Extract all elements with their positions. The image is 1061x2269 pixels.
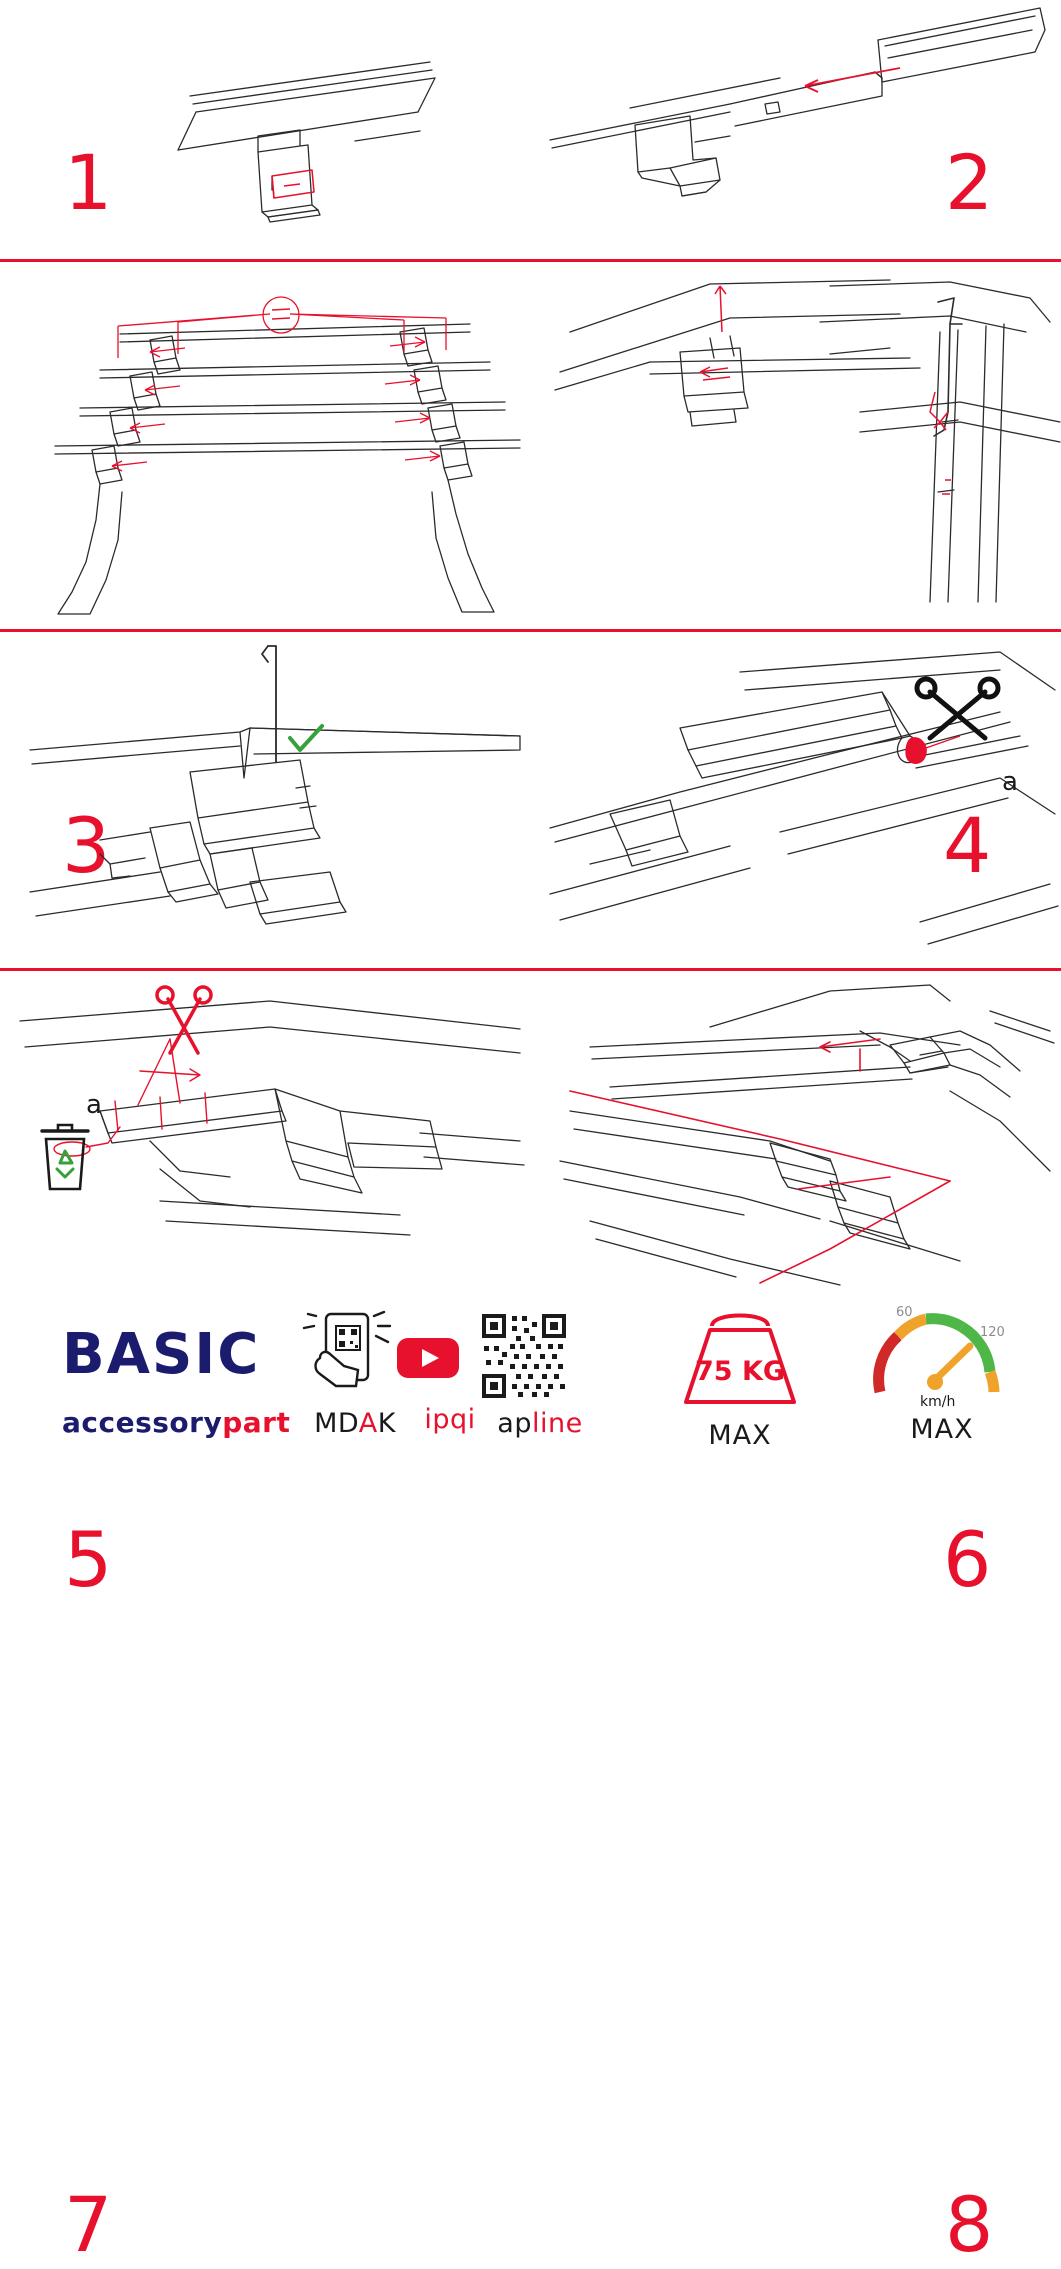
step-8-illustration [530, 971, 1061, 1290]
step-7-illustration [0, 971, 530, 1290]
max-load-block [660, 1304, 820, 1451]
divider-row-1 [0, 259, 1061, 262]
max-load-value: 75 KG [694, 1356, 786, 1387]
logo-apline-caption [480, 1408, 600, 1439]
youtube-icon[interactable] [395, 1334, 461, 1382]
brand-subtitle-dark: accessory [62, 1406, 223, 1439]
max-load-caption: MAX [708, 1420, 772, 1451]
step-4-illustration [530, 262, 1061, 629]
speed-unit: km/h [920, 1394, 956, 1410]
speedometer-icon [862, 1300, 1012, 1412]
logo-mdak-caption [300, 1408, 410, 1439]
step-number-8: 8 [945, 2180, 993, 2269]
step-5-illustration [0, 632, 530, 968]
recycle-bin-icon [42, 1125, 88, 1189]
step-panel-3 [0, 262, 530, 890]
step-panel-1 [0, 0, 530, 259]
step-3-illustration [0, 262, 530, 629]
label-a-step6: a [1002, 767, 1018, 797]
scissors-icon-red [157, 987, 211, 1053]
speed-tick-high: 120 [980, 1325, 1005, 1340]
label-a-step7: a [86, 1090, 102, 1120]
step-panel-2 [530, 0, 1061, 259]
step-number-1: 1 [64, 138, 112, 227]
step-number-2: 2 [945, 138, 993, 227]
mdak-accent: A [358, 1408, 378, 1439]
apline-red: line [531, 1408, 583, 1439]
step-number-6: 6 [943, 1515, 991, 1604]
speed-tick-low: 60 [896, 1305, 913, 1320]
mdak-suffix: K [377, 1408, 396, 1439]
qr-scan-hand-icon [300, 1310, 396, 1400]
step-number-7: 7 [64, 2180, 112, 2269]
step-number-5: 5 [64, 1515, 112, 1604]
mdak-prefix: MD [314, 1408, 359, 1439]
logo-apline [480, 1312, 600, 1439]
max-speed-caption: MAX [910, 1414, 974, 1445]
brand-title: BASIC [62, 1322, 261, 1387]
logo-ipqi-caption: ipqi [424, 1404, 476, 1435]
footer-bar [0, 1290, 1061, 1500]
step-6-illustration [530, 632, 1061, 968]
step-number-4: 4 [943, 801, 991, 890]
step-panel-4 [530, 262, 1061, 890]
logo-mdak [300, 1310, 410, 1439]
qr-code-icon [480, 1312, 568, 1400]
divider-row-2 [0, 629, 1061, 632]
brand-subtitle [62, 1406, 290, 1439]
apline-dark: ap [497, 1408, 532, 1439]
step-number-3: 3 [62, 801, 110, 890]
divider-row-3 [0, 968, 1061, 971]
brand-subtitle-red: part [222, 1406, 291, 1439]
max-speed-block [862, 1300, 1022, 1445]
